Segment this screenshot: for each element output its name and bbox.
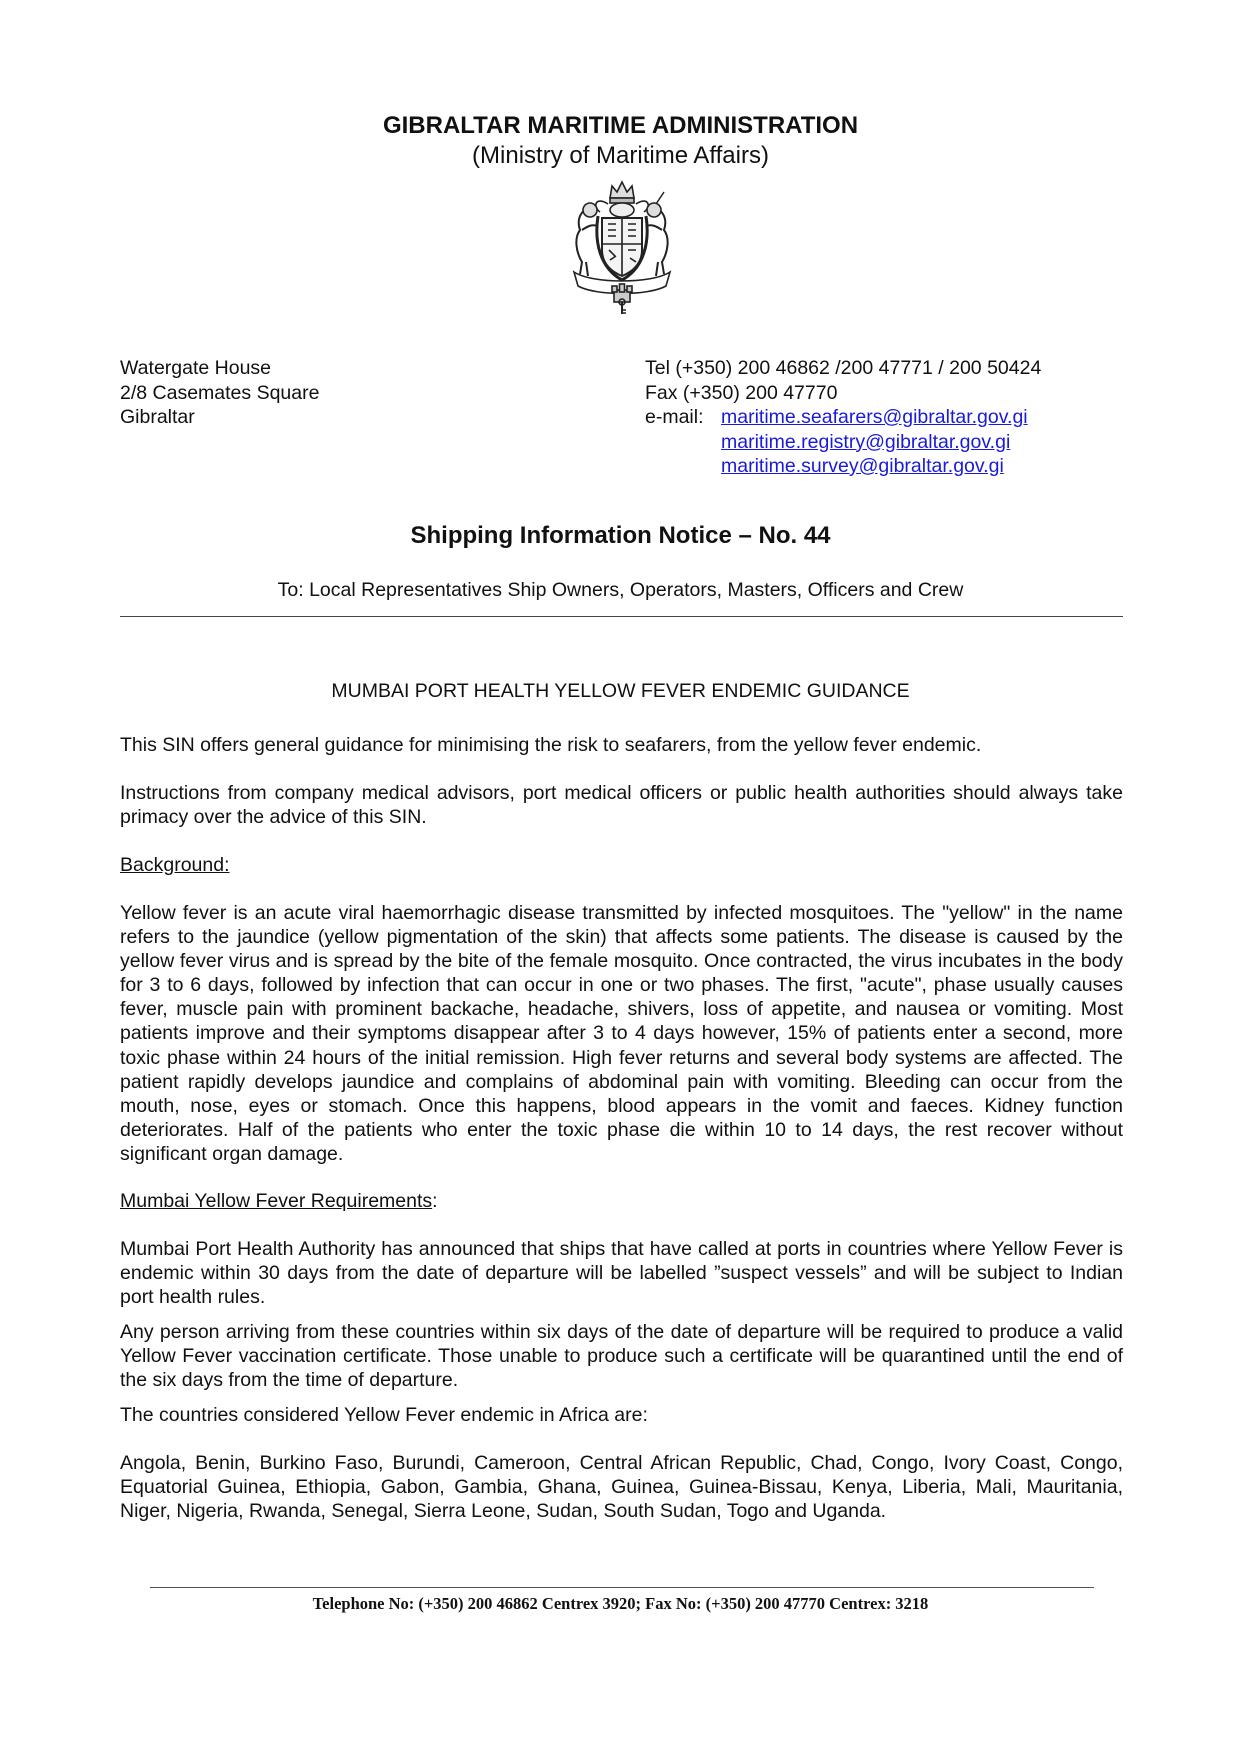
requirements-paragraph-1: Mumbai Port Health Authority has announced that ships that have called at ports in countries where Yellow Fever is endemic within 30 days from the date of departure will be labelled ”suspect vessels” and will be subject to Indian port health rules. bbox=[120, 1238, 1123, 1309]
email-row-3 bbox=[645, 454, 1041, 479]
email-link-survey[interactable]: maritime.survey@gibraltar.gov.gi bbox=[721, 455, 1004, 477]
contact-details bbox=[645, 356, 1041, 479]
intro-paragraph-1: This SIN offers general guidance for minimising the risk to seafarers, from the yellow fever endemic. bbox=[120, 734, 982, 756]
intro-paragraph-2: Instructions from company medical advisors, port medical officers or public health authorities should always take primacy over the advice of this SIN. bbox=[120, 782, 1123, 829]
countries-intro: The countries considered Yellow Fever endemic in Africa are: bbox=[120, 1404, 648, 1426]
recipients-line: To: Local Representatives Ship Owners, Operators, Masters, Officers and Crew bbox=[277, 579, 964, 601]
requirements-heading-colon: : bbox=[432, 1190, 438, 1212]
royal-coat-of-arms-icon bbox=[552, 172, 692, 318]
email-row-1 bbox=[645, 405, 1041, 430]
address-line-1: Watergate House bbox=[120, 357, 272, 379]
address-line-3: Gibraltar bbox=[120, 406, 195, 428]
telephone-line: Tel (+350) 200 46862 /200 47771 / 200 50424 bbox=[645, 357, 1042, 379]
organization-title: GIBRALTAR MARITIME ADMINISTRATION bbox=[382, 112, 859, 139]
guidance-heading: MUMBAI PORT HEALTH YELLOW FEVER ENDEMIC GUIDANCE bbox=[331, 680, 910, 702]
footer-contact: Telephone No: (+350) 200 46862 Centrex 3920; Fax No: (+350) 200 47770 Centrex: 3218 bbox=[312, 1594, 929, 1613]
email-link-registry[interactable]: maritime.registry@gibraltar.gov.gi bbox=[721, 430, 1011, 453]
notice-title: Shipping Information Notice – No. 44 bbox=[410, 522, 831, 549]
email-row-2 bbox=[645, 430, 1041, 455]
background-heading-text: Background: bbox=[120, 854, 230, 876]
ministry-subtitle: (Ministry of Maritime Affairs) bbox=[472, 142, 769, 169]
email-label: e-mail: bbox=[645, 406, 704, 428]
address-line-2: 2/8 Casemates Square bbox=[120, 381, 320, 404]
fax-line: Fax (+350) 200 47770 bbox=[645, 381, 838, 404]
footer-divider bbox=[150, 1587, 1094, 1588]
requirements-heading bbox=[120, 1189, 1123, 1213]
requirements-heading-text: Mumbai Yellow Fever Requirements bbox=[120, 1190, 433, 1212]
email-link-seafarers[interactable]: maritime.seafarers@gibraltar.gov.gi bbox=[721, 406, 1028, 428]
requirements-paragraph-2: Any person arriving from these countries within six days of the date of departure will be required to produce a valid Yellow Fever vaccination certificate. Those unable to produce such a certificate will be quarantined until the end of the six days from the time of departure. bbox=[120, 1321, 1123, 1392]
background-heading bbox=[120, 853, 1123, 877]
header-divider bbox=[120, 616, 1123, 617]
countries-list: Angola, Benin, Burkino Faso, Burundi, Cameroon, Central African Republic, Chad, Congo, Ivory Coast, Congo, Equatorial Guinea, Ethiopia, Gabon, Gambia, Ghana, Guinea, Guinea-Bissau, Kenya, Liberia, Mali, Mauritania, Niger, Nigeria, Rwanda, Senegal, Sierra Leone, Sudan, South Sudan, Togo and Uganda. bbox=[120, 1452, 1123, 1523]
background-paragraph: Yellow fever is an acute viral haemorrhagic disease transmitted by infected mosquitoes. The "yellow" in the name refers to the jaundice (yellow pigmentation of the skin) that affects some patients. The disease is caused by the yellow fever virus and is spread by the bite of the female mosquito. Once contracted, the virus incubates in the body for 3 to 6 days, followed by infection that can occur in one or two phases. The first, "acute", phase usually causes fever, muscle pain with prominent backache, headache, shivers, loss of appetite, and nausea or vomiting. Most patients improve and their symptoms disappear after 3 to 4 days however, 15% of patients enter a second, more toxic phase within 24 hours of the initial remission. High fever returns and several body systems are affected. The patient rapidly develops jaundice and complains of abdominal pain with vomiting. Bleeding can occur from the mouth, nose, eyes or stomach. Once this happens, blood appears in the vomit and faeces. Kidney function deteriorates. Half of the patients who enter the toxic phase die within 10 to 14 days, the rest recover without significant organ damage. bbox=[120, 902, 1123, 1165]
postal-address bbox=[120, 356, 319, 430]
